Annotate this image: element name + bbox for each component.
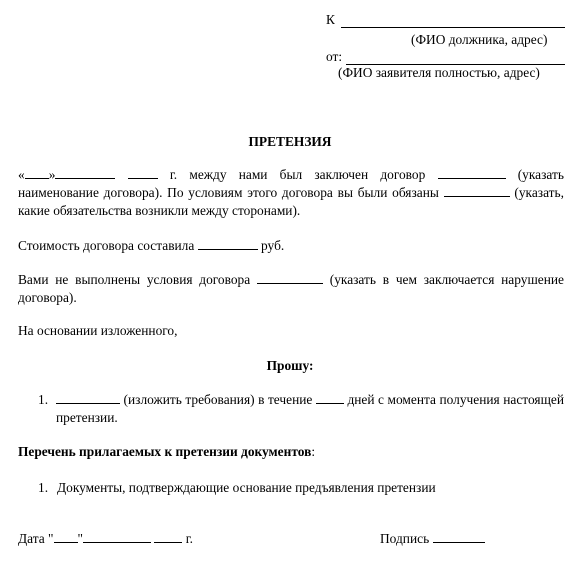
day-blank[interactable] [25, 166, 49, 179]
contract-paragraph [18, 166, 564, 220]
year-suffix: г. между нами был заключен договор [169, 167, 426, 182]
quote-open: « [18, 167, 25, 182]
days-text: дней с момента получения настоящей претензии. [56, 392, 564, 425]
request-heading: Прошу: [266, 358, 314, 373]
violation-blank[interactable] [257, 271, 323, 284]
to-label: К [326, 12, 335, 27]
debtor-name-line[interactable] [341, 27, 565, 28]
from-label: от: [326, 49, 343, 64]
date-day-blank[interactable] [54, 530, 78, 543]
document-title: ПРЕТЕНЗИЯ [248, 134, 332, 149]
days-blank[interactable] [316, 391, 344, 404]
violation-hint: (указать в чем заключается нарушение договора). [18, 272, 564, 305]
cost-line [18, 237, 284, 255]
quote-close: » [48, 167, 56, 182]
attachments-heading [18, 443, 315, 461]
violation-paragraph [18, 271, 564, 307]
request-item-text [56, 391, 564, 427]
demand-hint: (изложить требования) в течение [123, 392, 313, 407]
request-item-number: 1. [38, 392, 49, 407]
attachment-item-number: 1. [38, 480, 49, 495]
attachments-heading-text: Перечень прилагаемых к претензии документов [18, 444, 312, 459]
cost-blank[interactable] [198, 237, 258, 250]
date-year-suffix: г. [185, 531, 194, 546]
signature-blank[interactable] [433, 530, 485, 543]
cost-currency: руб. [261, 238, 285, 253]
date-month-blank[interactable] [83, 530, 151, 543]
date-year-blank[interactable] [154, 530, 182, 543]
obligations-blank[interactable] [444, 184, 510, 197]
applicant-hint: (ФИО заявителя полностью, адрес) [338, 65, 540, 80]
contract-hint: (указать наименование договора). По условиям этого договора вы были обязаны [18, 167, 564, 200]
attachment-item-text: Документы, подтверждающие основание предъявления претензии [57, 480, 436, 495]
basis-line: На основании изложенного, [18, 323, 178, 338]
violation-label: Вами не выполнены условия договора [18, 272, 251, 287]
date-quote: " [77, 531, 83, 546]
signature-label: Подпись [380, 531, 430, 546]
date-label: Дата " [18, 531, 54, 546]
demand-blank[interactable] [56, 391, 120, 404]
contract-name-blank[interactable] [438, 166, 506, 179]
obligations-hint: (указать, какие обязательства возникли между сторонами). [18, 185, 564, 218]
month-blank[interactable] [55, 166, 115, 179]
signature-field [380, 530, 485, 548]
year-blank[interactable] [128, 166, 158, 179]
attachments-colon: : [311, 444, 316, 459]
debtor-hint: (ФИО должника, адрес) [411, 32, 548, 47]
cost-label: Стоимость договора составила [18, 238, 195, 253]
date-field [18, 530, 193, 548]
